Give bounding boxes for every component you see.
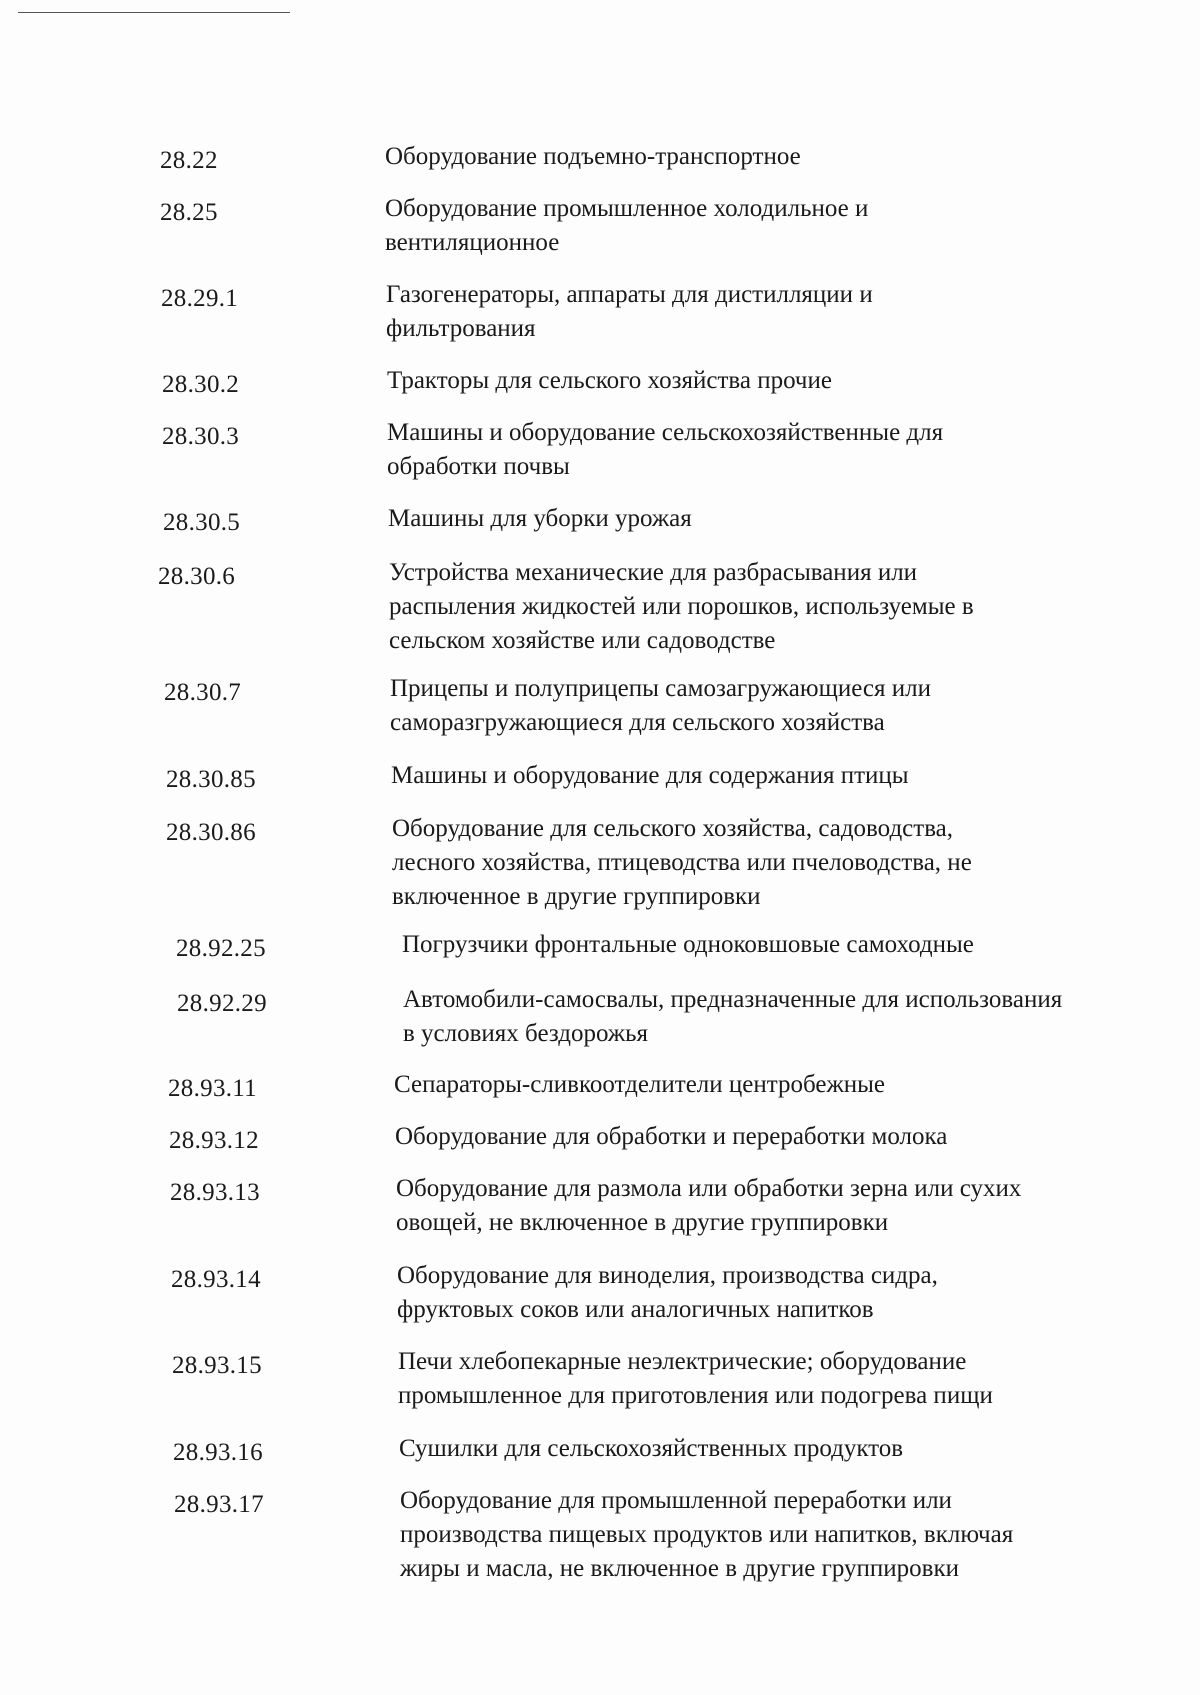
entry-code: 28.30.7 <box>164 679 242 706</box>
entry-code: 28.93.11 <box>168 1075 257 1102</box>
entry-description: Прицепы и полуприцепы самозагружающиеся или саморазгружающиеся для сельского хозяйства <box>390 675 932 736</box>
entry-description: Погрузчики фронтальные одноковшовые самоходные <box>402 931 974 958</box>
entry-description: Газогенераторы, аппараты для дистилляции и фильтрования <box>386 281 873 342</box>
entry-code: 28.22 <box>160 147 218 174</box>
entry-code: 28.29.1 <box>161 285 239 312</box>
entry-description: Оборудование для размола или обработки зерна или сухих овощей, не включенное в другие группировки <box>396 1175 1022 1236</box>
entry-description: Оборудование подъемно-транспортное <box>385 143 801 170</box>
entry-description: Печи хлебопекарные неэлектрические; оборудование промышленное для приготовления или подогрева пищи <box>398 1348 993 1409</box>
entry-description: Оборудование для сельского хозяйства, садоводства, лесного хозяйства, птицеводства или пчеловодства, не включенное в другие группировки <box>392 815 972 910</box>
entry-code: 28.93.17 <box>174 1491 264 1518</box>
entry-code: 28.30.86 <box>166 819 256 846</box>
entry-description: Оборудование промышленное холодильное и вентиляционное <box>385 195 869 256</box>
entry-code: 28.30.5 <box>163 509 241 536</box>
entry-code: 28.93.13 <box>170 1179 260 1206</box>
entry-description: Сушилки для сельскохозяйственных продуктов <box>399 1435 904 1462</box>
entry-code: 28.92.25 <box>176 935 266 962</box>
entry-description: Машины и оборудование сельскохозяйственные для обработки почвы <box>387 419 944 480</box>
entry-code: 28.30.6 <box>158 563 236 590</box>
entry-description: Оборудование для виноделия, производства сидра, фруктовых соков или аналогичных напитков <box>397 1262 938 1323</box>
entry-description: Сепараторы-сливкоотделители центробежные <box>394 1071 886 1098</box>
entry-description: Оборудование для обработки и переработки молока <box>395 1123 948 1150</box>
entry-description: Автомобили-самосвалы, предназначенные для использования в условиях бездорожья <box>403 986 1063 1047</box>
entry-description: Машины и оборудование для содержания птицы <box>391 762 909 789</box>
entry-code: 28.92.29 <box>177 990 267 1017</box>
entry-code: 28.25 <box>160 199 218 226</box>
entry-code: 28.30.85 <box>166 766 256 793</box>
entry-description: Оборудование для промышленной переработки или производства пищевых продуктов или напитков, включая жиры и масла, не включенное в другие группировки <box>400 1487 1014 1582</box>
entry-description: Устройства механические для разбрасывания или распыления жидкостей или порошков, используемые в сельском хозяйстве или садоводстве <box>389 559 974 654</box>
entry-code: 28.93.16 <box>173 1439 263 1466</box>
entry-code: 28.30.2 <box>162 371 240 398</box>
entry-description: Машины для уборки урожая <box>388 505 692 532</box>
entry-code: 28.93.14 <box>171 1266 261 1293</box>
entry-code: 28.93.12 <box>169 1127 259 1154</box>
entry-description: Тракторы для сельского хозяйства прочие <box>387 367 832 394</box>
entry-code: 28.93.15 <box>172 1352 262 1379</box>
entry-code: 28.30.3 <box>162 423 240 450</box>
